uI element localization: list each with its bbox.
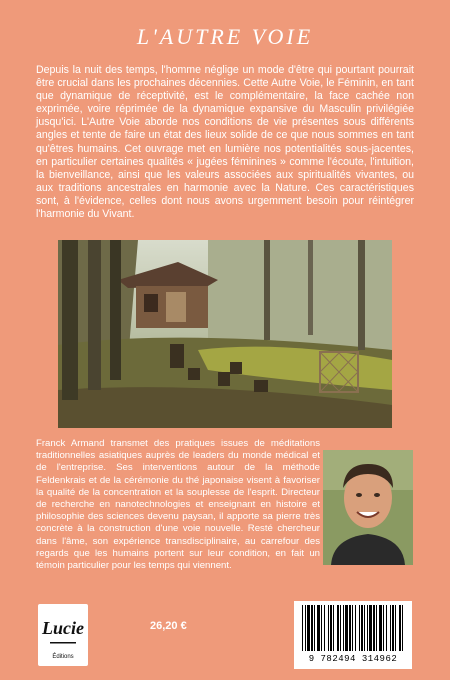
- svg-text:Éditions: Éditions: [52, 654, 74, 660]
- isbn-barcode: [294, 601, 412, 669]
- isbn-number: 9 782494 314962: [308, 654, 398, 664]
- publisher-logo: [38, 604, 88, 666]
- price-label: 26,20 €: [150, 620, 187, 632]
- back-cover-blurb: Depuis la nuit des temps, l'homme néglige un mode d'être qui pourtant pourrait être crucial dans les prochaines décennies. Cette Autre Voie, le Féminin, en tant que dynamique de réceptivité, est le complémentaire, la face cachée non exprimée, voire réprimée de la dynamique expansive du Masculin privilégiée jusqu'ici. L'Autre Voie aborde nos conditions de vie présentes sous différents angles et tente de faire un état des lieux solide de ce que nous sommes en tant qu'êtres humains. Cet ouvrage met en lumière nos potentialités sous-jacentes, en particulier certaines qualités « jugées féminines » comme l'écoute, l'intuition, la bienveillance, ainsi que les valeurs associées aux spiritualités vivantes, ou aux traditions ancestrales en harmonie avec la Nature. Ces caractéristiques sont, à l'évidence, celles dont nous avons urgemment besoin pour réintégrer l'harmonie du Vivant.: [36, 64, 414, 221]
- author-portrait: [323, 450, 413, 565]
- svg-text:Lucie: Lucie: [42, 618, 84, 638]
- garden-photo: [58, 240, 392, 428]
- book-title: L'AUTRE VOIE: [136, 24, 314, 49]
- author-bio: Franck Armand transmet des pratiques issues de méditations traditionnelles asiatiques auprès de leaders du monde médical et de l'entreprise. Ses interventions autour de la méthode Feldenkrais et de la cérémonie du thé japonaise visent à favoriser la qualité de la concentration et la souplesse de l'esprit. Directeur de recherche en nanotechnologies et enseignant en histoire et philosophie des sciences devenu paysan, il apporte sa pierre très concrète à la construction d'une voie nouvelle. Resté chercheur dans l'âme, son expérience transdisciplinaire, au carrefour des regards que les humains portent sur leur condition, en fait un témoin particulier pour les temps qui viennent.: [36, 438, 320, 572]
